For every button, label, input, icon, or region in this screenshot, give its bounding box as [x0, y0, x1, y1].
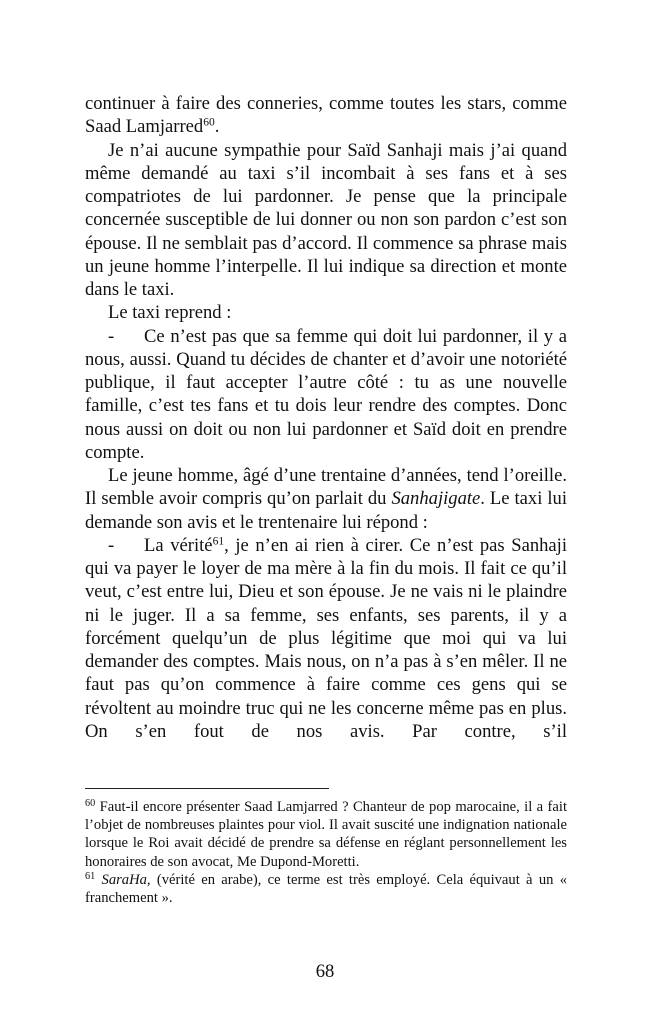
dialogue-taxi: - Ce n’est pas que sa femme qui doit lui pardonner, il y a nous, aussi. Quand tu décides de chanter et d’avoir une notoriété publique, il faut accepter l’autre côté : tu as une nouvelle famille, c’est tes fans et tu dois leur rendre des comptes. Donc nous aussi on doit ou non lui pardonner et Saïd doit en prendre compte.	[85, 325, 567, 463]
page-number: 68	[315, 961, 335, 982]
footnote-number: 60	[85, 797, 96, 809]
dialogue-dash: -	[108, 534, 115, 556]
footnote-separator	[85, 788, 329, 789]
sanhajigate-term: Sanhajigate	[391, 488, 481, 510]
paragraph-2: Je n’ai aucune sympathie pour Saïd Sanhaji mais j’ai quand même demandé au taxi s’il incombait à ses fans et à ses compatriotes de lui pardonner. Je pense que la principale concernée susceptible de lui donner ou non son pardon c’est son épouse. Il ne semblait pas d’accord. Il commence sa phrase mais un jeune homme l’interpelle. Il lui indique sa direction et monte dans le taxi.	[85, 139, 567, 300]
paragraph-5: Le jeune homme, âgé d’une trentaine d’années, tend l’oreille. Il semble avoir compris qu’on parlait du Sanhajigate. Le taxi lui demande son avis et le trentenaire lui répond :	[85, 465, 568, 533]
footnotes	[85, 798, 567, 907]
footnote-ref-60[interactable]: 60	[203, 116, 215, 129]
body-text	[85, 92, 567, 743]
dialogue-young-man: - La vérité$^{61}$, je n’en ai rien à cirer. Ce n’est pas Sanhaji qui va payer le loyer de ma mère à la fin du mois. Il fait ce qu’il veut, c’est entre lui, Dieu et son épouse. Je ne vais ni le plaindre ni le juger. Il a sa femme, ses enfants, ses parents, il y a forcément quelqu’un de plus légitime que moi qui va lui demander des comptes. Mais nous, on n’a pas à s’en mêler. Il ne faut pas qu’on commence à faire comme ces gens qui se révoltent au moindre truc qui ne les concerne même pas en plus. On s’en fout de nos avis. Par contre, s’il	[85, 534, 567, 742]
footnote-number: 61	[85, 870, 96, 882]
paragraph-1: continuer à faire des conneries, comme toutes les stars, comme Saad Lamjarred$^{60}$.	[85, 93, 567, 138]
dialogue-dash: -	[108, 325, 115, 347]
footnote-ref-61[interactable]: 61	[212, 535, 225, 548]
footnote-60: $^{60}$ Faut-il encore présenter Saad Lamjarred ? Chanteur de pop marocaine, il a fait l’objet de nombreuses plaintes pour viol. Il avait suscité une indignation nationale lorsque le Roi avait décidé de prendre sa défense en réglant personnellement les honoraires de son avocat, Me Dupond-Moretti.	[85, 797, 567, 870]
footnote-61: $^{61}$ SaraHa, (vérité en arabe), ce terme est très employé. Cela équivaut à un « franchement ».	[85, 870, 567, 907]
paragraph-3: Le taxi reprend :	[108, 302, 232, 324]
